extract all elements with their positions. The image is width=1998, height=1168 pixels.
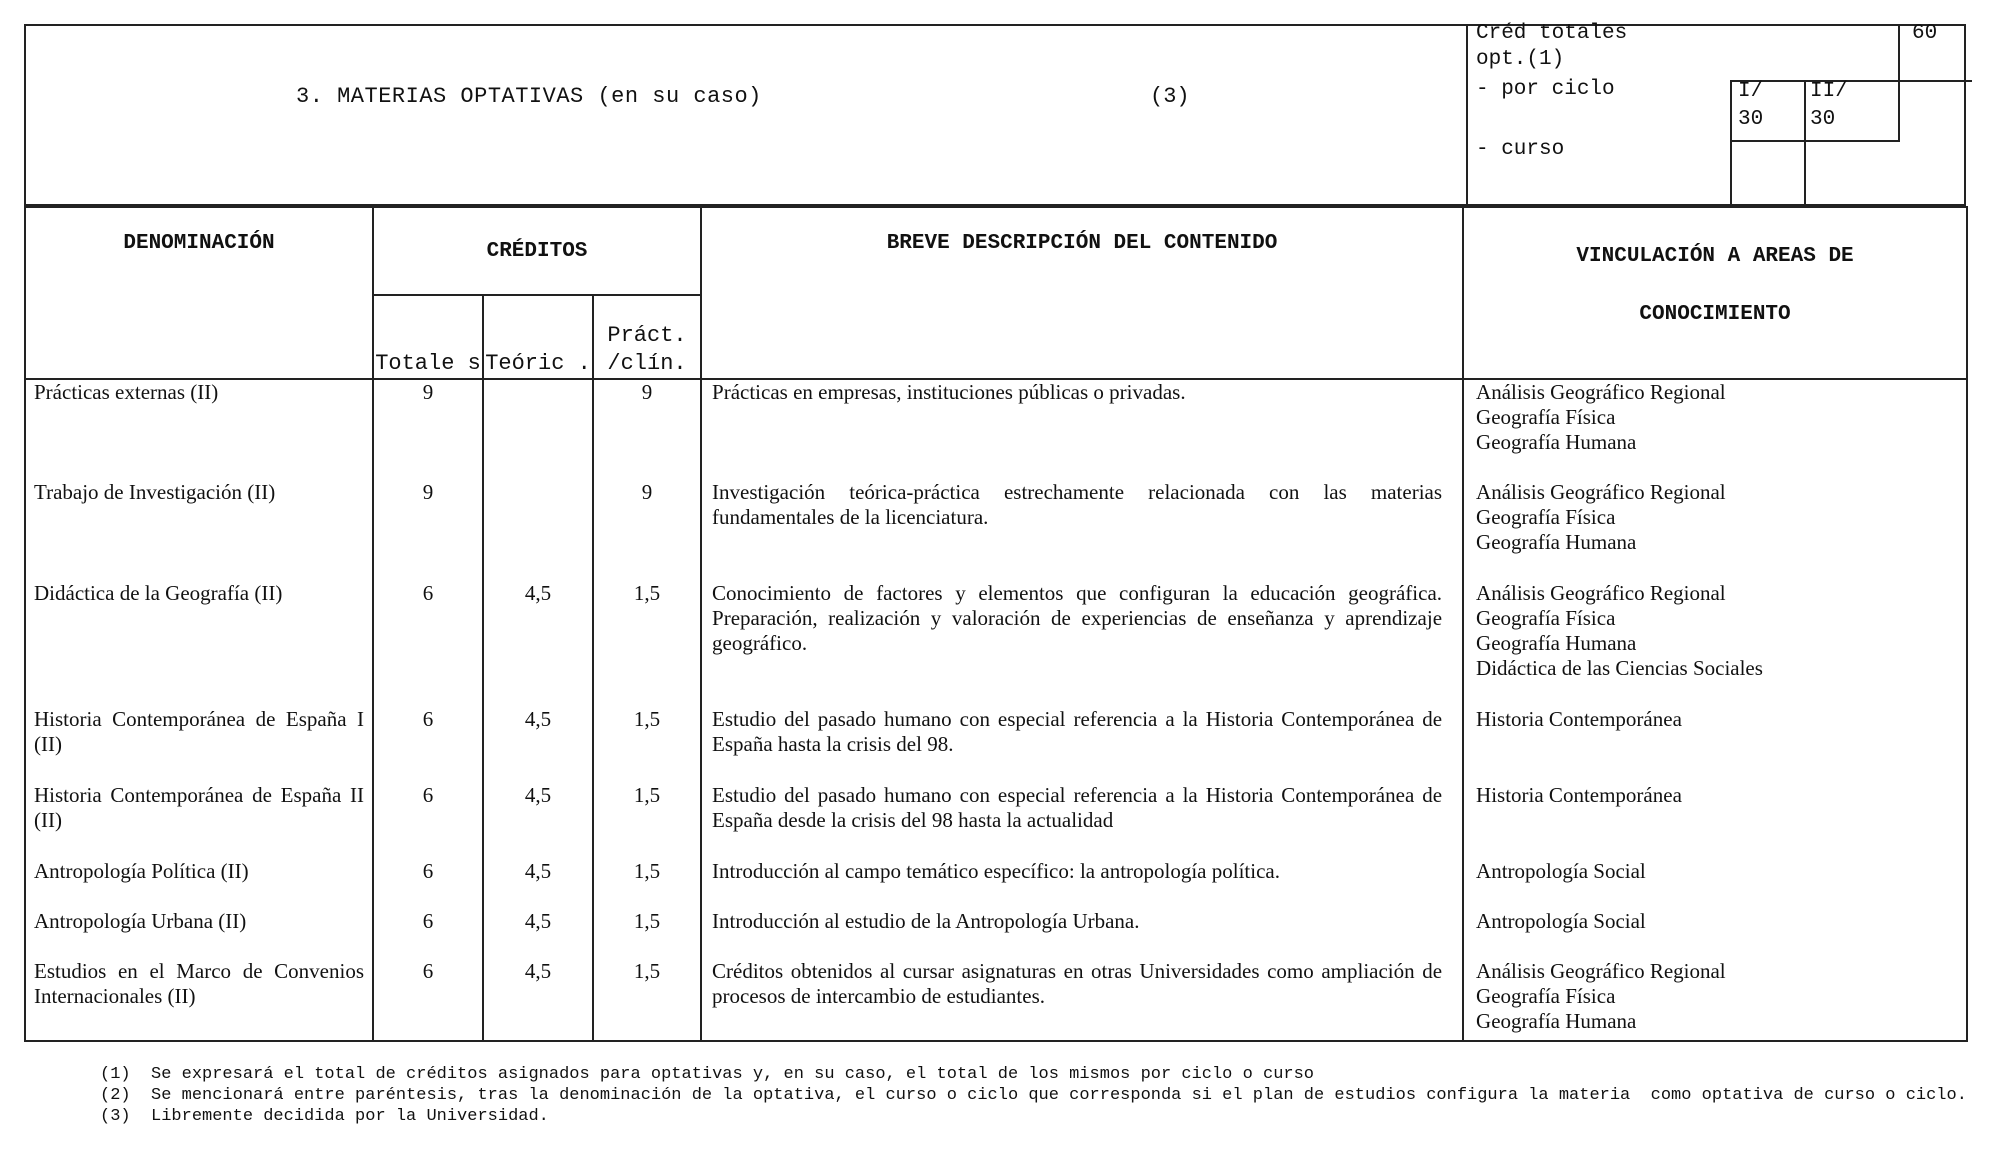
area-item: Geografía Física <box>1476 405 1616 429</box>
row-totales: 6 <box>373 909 483 959</box>
area-item: Geografía Física <box>1476 505 1616 529</box>
area-item: Historia Contemporánea <box>1476 707 1682 731</box>
row-name: Trabajo de Investigación (II) <box>25 480 373 581</box>
table-row <box>25 581 1967 707</box>
cell-divider <box>1730 80 1732 208</box>
row-description: Conocimiento de factores y elementos que configuran la educación geográfica. Preparación, realización y valoración de experiencias de enseñanza y aprendizaje geográfico. <box>701 581 1463 707</box>
row-totales: 6 <box>373 707 483 783</box>
row-description: Investigación teórica-práctica estrechamente relacionada con las materias fundamentales de la licenciatura. <box>701 480 1463 581</box>
row-areas <box>1463 783 1967 859</box>
area-item: Historia Contemporánea <box>1476 783 1682 807</box>
row-totales: 6 <box>373 959 483 1041</box>
row-areas <box>1463 859 1967 909</box>
cell-divider <box>1898 80 1972 82</box>
row-description: Introducción al campo temático específico: la antropología política. <box>701 859 1463 909</box>
area-item: Análisis Geográfico Regional <box>1476 959 1726 983</box>
ciclo-I-label: I/ <box>1738 80 1764 103</box>
optativas-table-wrapper <box>24 206 1966 1046</box>
cell-divider <box>1804 80 1806 208</box>
cell-divider <box>1730 140 1900 142</box>
header-descripcion: BREVE DESCRIPCIÓN DEL CONTENIDO <box>701 207 1463 379</box>
table-row <box>25 379 1967 480</box>
cell-divider <box>1898 80 1900 140</box>
header-teoricos: Teóric . <box>483 295 593 379</box>
header-block <box>24 24 1966 206</box>
row-totales: 9 <box>373 480 483 581</box>
footnote-2: (2) Se mencionará entre paréntesis, tras la denominación de la optativa, el curso o ciclo que corresponda si el plan de estudios configura la materia como optativa de curso o ciclo. <box>100 1086 1967 1105</box>
cred-total-label-line2: opt.(1) <box>1476 48 1565 71</box>
credits-summary-box <box>1466 24 1970 208</box>
row-totales: 6 <box>373 859 483 909</box>
row-teoricos: 4,5 <box>483 909 593 959</box>
row-teoricos <box>483 480 593 581</box>
area-item: Análisis Geográfico Regional <box>1476 380 1726 404</box>
area-item: Análisis Geográfico Regional <box>1476 480 1726 504</box>
row-name: Antropología Urbana (II) <box>25 909 373 959</box>
row-description: Estudio del pasado humano con especial referencia a la Historia Contemporánea de España hasta la crisis del 98. <box>701 707 1463 783</box>
row-name: Prácticas externas (II) <box>25 379 373 480</box>
header-vinculacion: VINCULACIÓN A AREAS DE CONOCIMIENTO <box>1463 207 1967 379</box>
optativas-table <box>24 206 1968 1042</box>
section-title: 3. MATERIAS OPTATIVAS (en su caso) <box>296 84 762 109</box>
row-areas <box>1463 480 1967 581</box>
section-note: (3) <box>1150 84 1190 109</box>
row-areas <box>1463 581 1967 707</box>
row-areas <box>1463 707 1967 783</box>
table-row <box>25 959 1967 1041</box>
row-name: Historia Contemporánea de España I (II) <box>25 707 373 783</box>
footnote-3: (3) Libremente decidida por la Universidad. <box>100 1107 549 1126</box>
row-practicos: 9 <box>593 480 701 581</box>
area-item: Antropología Social <box>1476 859 1646 883</box>
row-teoricos: 4,5 <box>483 783 593 859</box>
area-item: Geografía Física <box>1476 606 1616 630</box>
row-teoricos: 4,5 <box>483 707 593 783</box>
area-item: Geografía Física <box>1476 984 1616 1008</box>
row-practicos: 1,5 <box>593 909 701 959</box>
row-practicos: 1,5 <box>593 959 701 1041</box>
row-description: Introducción al estudio de la Antropología Urbana. <box>701 909 1463 959</box>
table-row <box>25 707 1967 783</box>
row-totales: 9 <box>373 379 483 480</box>
header-creditos: CRÉDITOS <box>373 207 701 295</box>
cred-total-label-line1: Créd totales <box>1476 22 1628 45</box>
row-areas <box>1463 959 1967 1041</box>
area-item: Geografía Humana <box>1476 631 1637 655</box>
header-practicos: Práct. /clín. <box>593 295 701 379</box>
row-practicos: 1,5 <box>593 783 701 859</box>
row-practicos: 1,5 <box>593 581 701 707</box>
area-item: Geografía Humana <box>1476 1009 1637 1033</box>
table-row <box>25 480 1967 581</box>
curso-label: - curso <box>1476 138 1565 161</box>
row-teoricos: 4,5 <box>483 959 593 1041</box>
row-description: Créditos obtenidos al cursar asignaturas en otras Universidades como ampliación de procesos de intercambio de estudiantes. <box>701 959 1463 1041</box>
row-teoricos: 4,5 <box>483 859 593 909</box>
row-practicos: 1,5 <box>593 859 701 909</box>
row-teoricos <box>483 379 593 480</box>
row-name: Antropología Política (II) <box>25 859 373 909</box>
ciclo-I-value: 30 <box>1738 108 1764 131</box>
area-item: Geografía Humana <box>1476 530 1637 554</box>
footnotes <box>100 1064 1980 1127</box>
row-name: Didáctica de la Geografía (II) <box>25 581 373 707</box>
row-areas <box>1463 909 1967 959</box>
table-row <box>25 909 1967 959</box>
row-practicos: 1,5 <box>593 707 701 783</box>
area-item: Antropología Social <box>1476 909 1646 933</box>
footnote-1: (1) Se expresará el total de créditos asignados para optativas y, en su caso, el total de los mismos por ciclo o curso <box>100 1065 1314 1084</box>
header-totales: Totale s <box>373 295 483 379</box>
row-totales: 6 <box>373 783 483 859</box>
por-ciclo-label: - por ciclo <box>1476 78 1615 101</box>
header-denominacion: DENOMINACIÓN <box>25 207 373 379</box>
row-teoricos: 4,5 <box>483 581 593 707</box>
ciclo-II-label: II/ <box>1810 80 1848 103</box>
row-areas <box>1463 379 1967 480</box>
area-item: Didáctica de las Ciencias Sociales <box>1476 656 1763 680</box>
row-name: Historia Contemporánea de España II (II) <box>25 783 373 859</box>
row-description: Estudio del pasado humano con especial referencia a la Historia Contemporánea de España desde la crisis del 98 hasta la actualidad <box>701 783 1463 859</box>
table-row <box>25 783 1967 859</box>
table-row <box>25 859 1967 909</box>
area-item: Geografía Humana <box>1476 430 1637 454</box>
row-description: Prácticas en empresas, instituciones públicas o privadas. <box>701 379 1463 480</box>
ciclo-II-value: 30 <box>1810 108 1836 131</box>
row-practicos: 9 <box>593 379 701 480</box>
cred-total-value: 60 <box>1912 22 1938 45</box>
area-item: Análisis Geográfico Regional <box>1476 581 1726 605</box>
row-name: Estudios en el Marco de Convenios Internacionales (II) <box>25 959 373 1041</box>
row-totales: 6 <box>373 581 483 707</box>
cell-divider <box>1898 24 1900 80</box>
